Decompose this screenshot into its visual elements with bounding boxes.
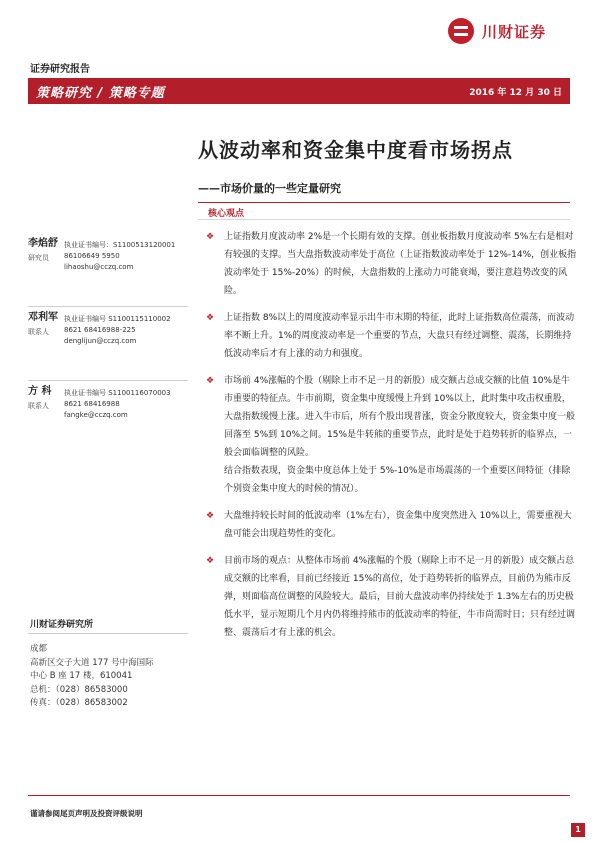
address-line: 成都 — [30, 644, 48, 654]
category-label: 策略研究 / 策略专题 — [36, 85, 165, 101]
logo-text: 川财证券 — [482, 22, 547, 41]
analyst-role: 联系人 — [28, 402, 49, 410]
point-text: 结合指数表现，资金集中度总体上处于 5%-10%是市场震荡的一个重要区间特征（排除个别资金集中度大的时候的情况）。 — [224, 466, 571, 494]
key-points — [206, 228, 578, 642]
analyst-name: 李焰舒 — [28, 238, 58, 249]
diamond-bullet-icon: ❖ — [206, 556, 215, 566]
analyst-card — [28, 240, 198, 276]
analyst-role: 研究员 — [28, 254, 49, 262]
key-point — [206, 309, 578, 363]
diamond-bullet-icon: ❖ — [206, 376, 215, 386]
divider — [28, 306, 188, 307]
brand-logo — [448, 18, 568, 44]
analyst-card — [28, 388, 198, 424]
point-text: 上证指数月度波动率 2%是一个长期有效的支撑。创业板指数月度波动率 5%左右是相对有较强的支撑。当大盘指数波动率处于高位（上证指数波动率处于 12%-14%，创业板指波动率处于 15%-20%）的时候，大盘指数的上涨动力可能衰竭，要注意趋势改变的风险。 — [224, 232, 577, 296]
core-view-header — [198, 202, 570, 220]
footer-divider — [28, 795, 570, 796]
analyst-card — [28, 314, 198, 350]
address-fax: 传真：（028）86583002 — [30, 698, 128, 708]
report-date: 2016 年 12 月 30 日 — [469, 87, 562, 98]
analyst-info — [64, 240, 175, 273]
point-text: 市场前 4%涨幅的个股（剔除上市不足一月的新股）成交额占总成交额的比值 10%是牛市重要的特征点。牛市前期，资金集中度缓慢上升到 10%以上，此时集中攻击权重股，大盘指数缓慢上涨。进入牛市后，所有个股出现普涨，资金分散度较大，资金集中度一般回落至 5%到 10%之间。15%是牛转熊的重要节点，此时是处于趋势转折的临界点，一般会面临调整的风险。 — [224, 376, 576, 458]
analyst-info — [64, 314, 171, 347]
diamond-bullet-icon: ❖ — [206, 511, 215, 521]
point-text: 大盘维持较长时间的低波动率（1%左右），资金集中度突然进入 10%以上，需要重视大盘可能会出现趋势性的变化。 — [224, 511, 572, 539]
point-text: 上证指数 8%以上的周度波动率显示出牛市末期的特征，此时上证指数高位震荡，而波动率不断上升。1%的周度波动率是一个重要的节点，大盘只有经过调整、震荡，长期维持低波动率后才有上涨的动力和强度。 — [224, 313, 575, 359]
analyst-email[interactable]: lihaoshu@cczq.com — [64, 263, 134, 271]
analyst-license: 执业证书编号 S1100115110002 — [64, 315, 171, 323]
address-phone: 总机：（028）86583000 — [30, 684, 128, 695]
analyst-phone: 8621 68416988 — [64, 400, 120, 408]
analyst-email[interactable]: fangke@cczq.com — [64, 411, 128, 419]
analyst-email[interactable]: denglijun@cczq.com — [64, 337, 137, 345]
address-line: 中心 B 座 17 楼，610041 — [30, 671, 133, 681]
analyst-role: 联系人 — [28, 328, 49, 336]
divider — [28, 633, 188, 634]
page-number: 1 — [571, 823, 585, 837]
analyst-phone: 86106649 5950 — [64, 252, 120, 260]
report-type: 证券研究报告 — [30, 64, 90, 75]
analyst-license: 执业证书编号 S1100116070003 — [64, 389, 171, 397]
page-subtitle: ——市场价量的一些定量研究 — [198, 182, 341, 195]
key-point — [206, 372, 578, 498]
address-line: 高新区交子大道 177 号中海国际 — [30, 657, 154, 668]
institute-address — [30, 643, 180, 711]
key-point — [206, 552, 578, 642]
core-view-label: 核心观点 — [208, 209, 245, 219]
page-title: 从波动率和资金集中度看市场拐点 — [198, 138, 513, 162]
category-bar — [28, 78, 570, 104]
key-point — [206, 228, 578, 300]
key-point — [206, 507, 578, 543]
divider — [28, 380, 188, 381]
institute-name: 川财证券研究所 — [30, 620, 94, 630]
diamond-bullet-icon: ❖ — [206, 313, 215, 323]
diamond-bullet-icon: ❖ — [206, 232, 215, 242]
analyst-phone: 8621 68416988-225 — [64, 326, 136, 334]
analyst-name: 方 科 — [28, 386, 52, 397]
footer-disclaimer[interactable]: 谨请参阅尾页声明及投资评级说明 — [30, 809, 143, 818]
analyst-license: 执业证书编号：S1100513120001 — [64, 241, 176, 249]
analyst-name: 邓利军 — [28, 312, 58, 323]
logo-icon — [448, 18, 474, 44]
analyst-info — [64, 388, 171, 421]
point-text: 目前市场的观点：从整体市场前 4%涨幅的个股（剔除上市不足一月的新股）成交额占总成交额的比率看，目前已经接近 15%的高位，处于趋势转折的临界点，目前仍为熊市反弹，则面临高位调整的风险较大。最后，目前大盘波动率仍持续处于 1.3%左右的历史极低水平，显示短期几个月内仍将维持熊市的低波动率的特征，牛市尚需时日；只有经过调整、震荡后才有上涨的机会。 — [224, 556, 576, 638]
